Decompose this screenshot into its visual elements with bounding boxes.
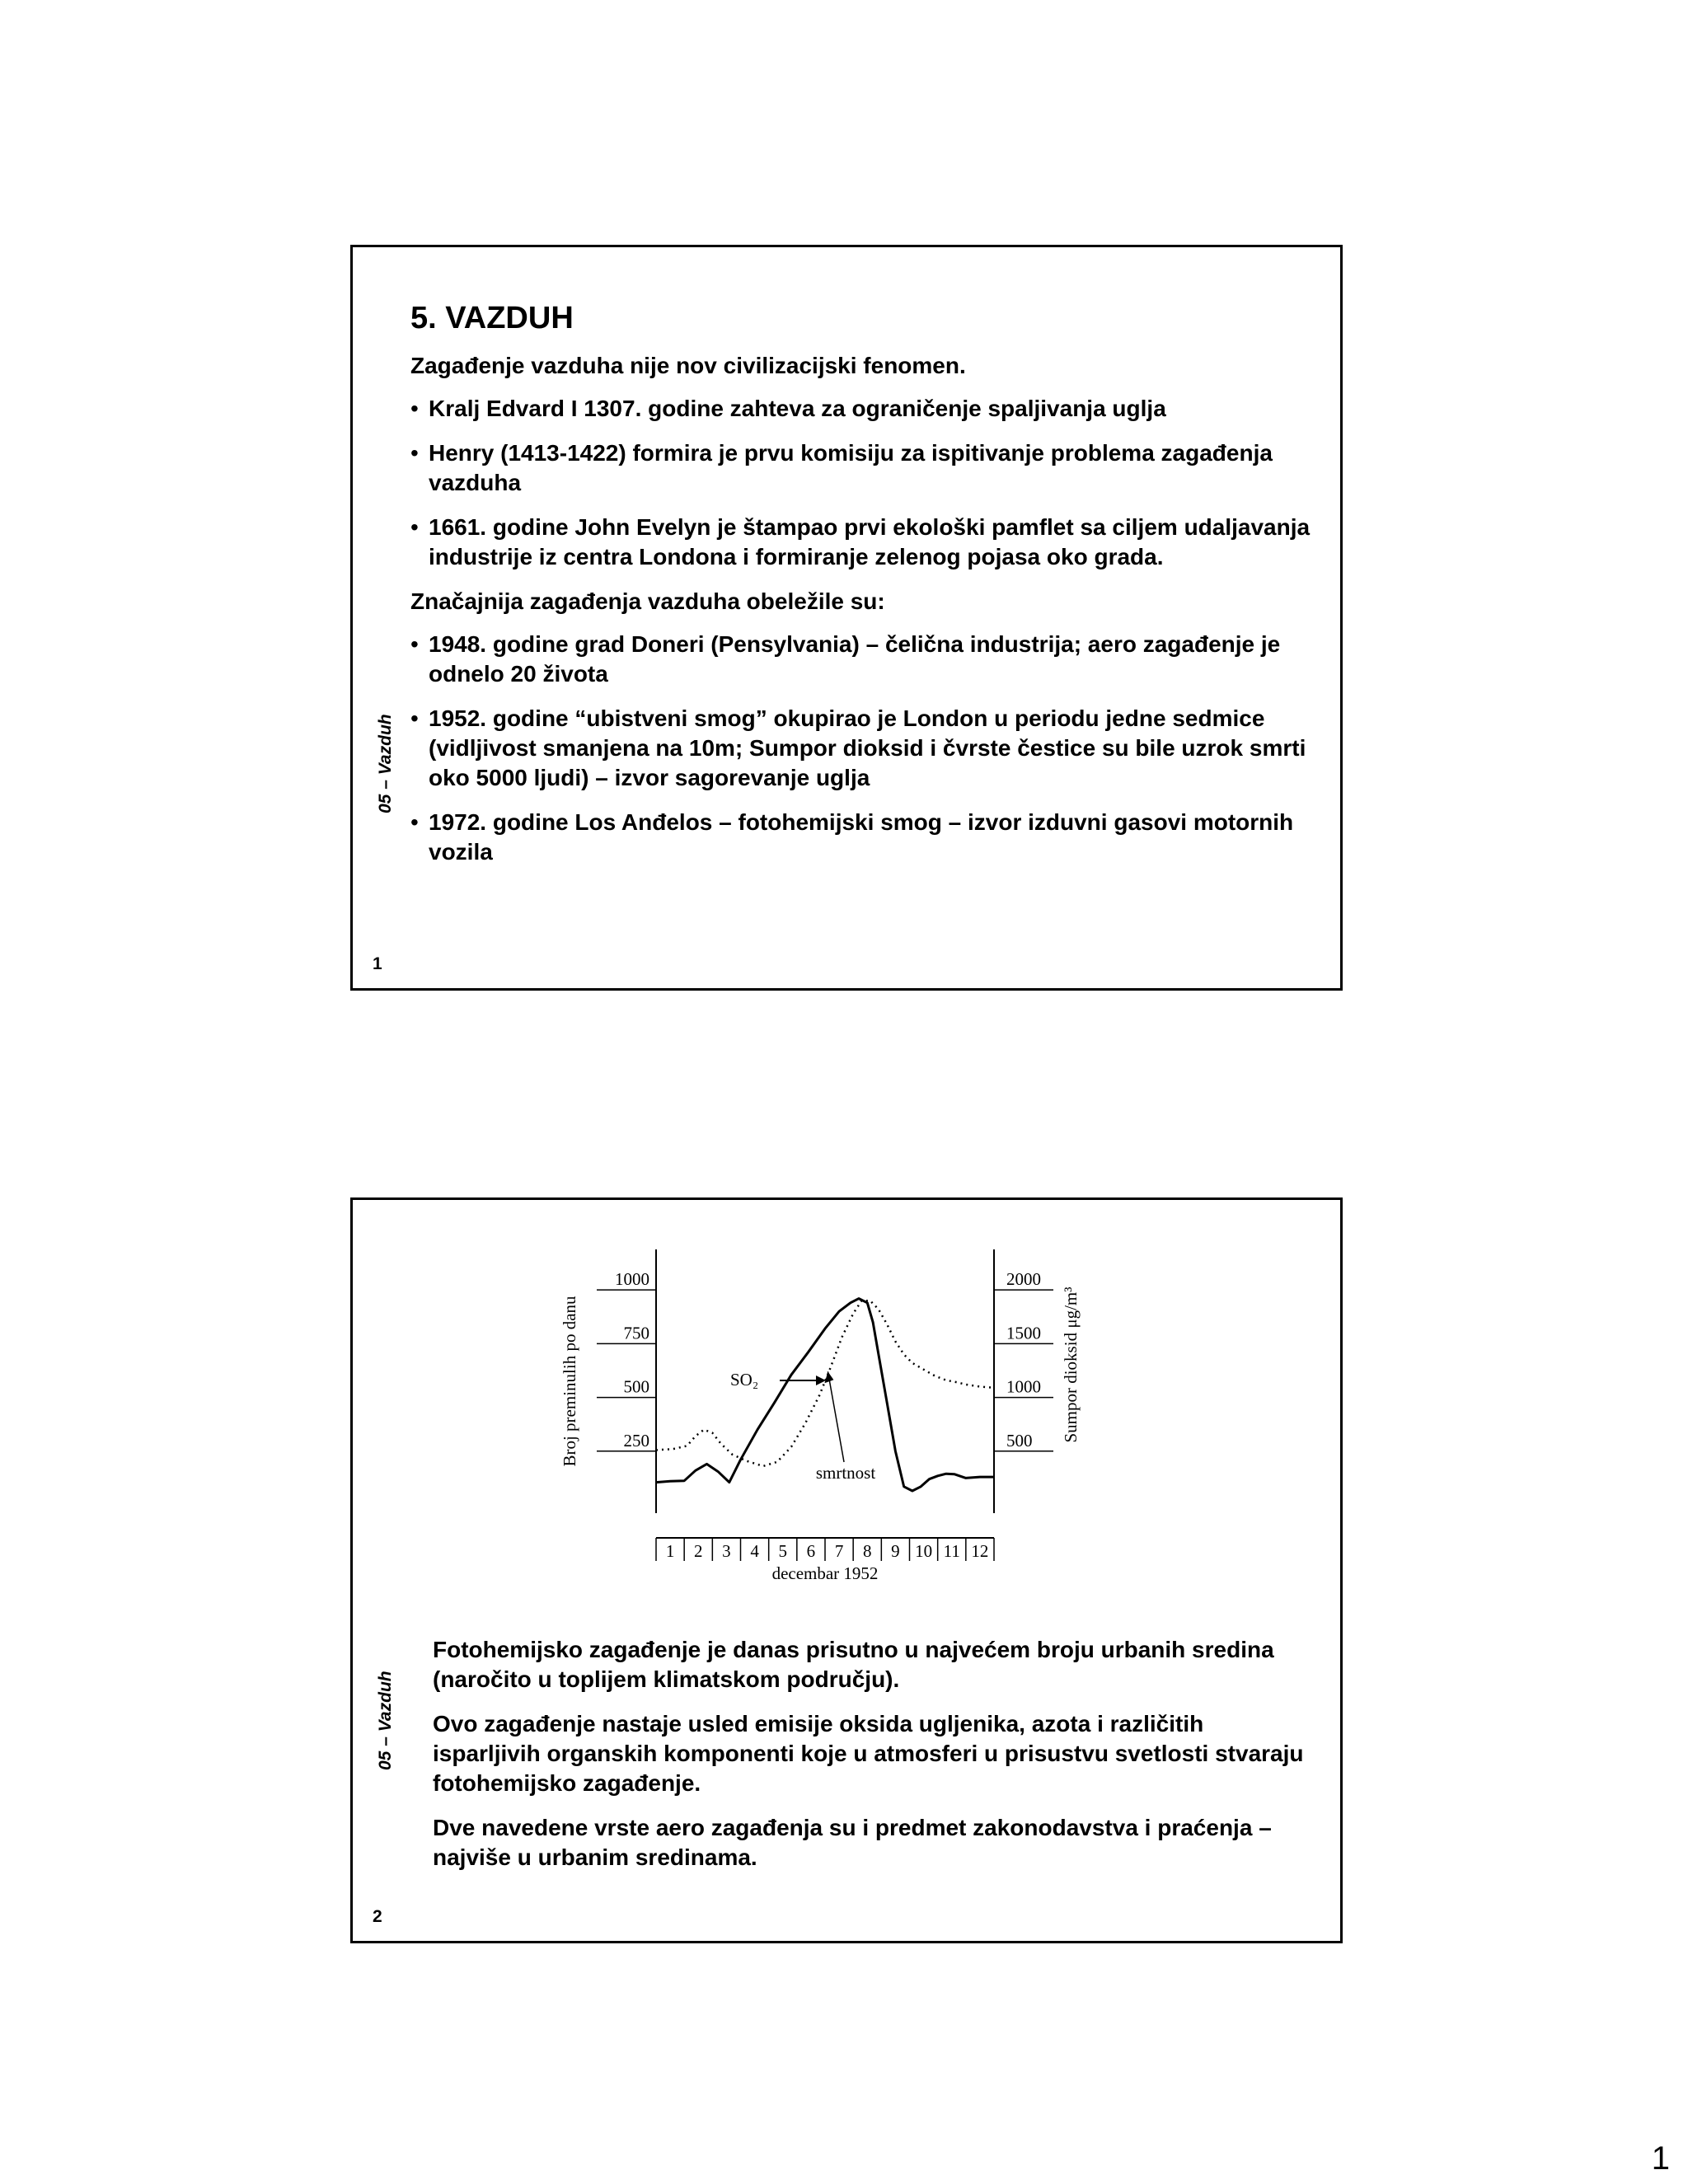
slide-number: 2	[373, 1907, 382, 1926]
slide-1-content	[410, 300, 1313, 882]
right-tick-label: 1500	[1006, 1323, 1041, 1343]
page-number: 1	[1651, 2140, 1670, 2177]
right-tick-label: 2000	[1006, 1269, 1041, 1290]
x-tick-label: 4	[750, 1541, 759, 1561]
bullet-item: • Henry (1413-1422) formira je prvu komisiju za ispitivanje problema zagađenja vazduha	[410, 438, 1313, 498]
paragraph: Fotohemijsko zagađenje je danas prisutno u najvećem broju urbanih sredina (naročito u toplijem klimatskom području).	[433, 1637, 1274, 1692]
slide-number: 1	[373, 954, 382, 973]
x-tick-label: 2	[694, 1541, 703, 1561]
right-axis-label: Sumpor dioksid μg/m³	[1061, 1286, 1081, 1443]
bullet-item: • 1952. godine “ubistveni smog” okupirao je London u periodu jedne sedmice (vidljivost smanjena na 10m; Sumpor dioksid i čvrste čestice su bile uzrok smrti oko 5000 ljudi) – izvor sagorevanje uglja	[410, 704, 1313, 793]
series-so2	[656, 1299, 994, 1491]
chart-lines	[656, 1299, 994, 1491]
x-tick-label: 6	[806, 1541, 816, 1561]
london-smog-chart	[532, 1249, 1126, 1612]
x-tick-label: 3	[722, 1541, 731, 1561]
x-axis-label: decembar 1952	[771, 1563, 879, 1583]
slide-2-text	[433, 1635, 1315, 1887]
left-tick-label: 750	[623, 1323, 649, 1343]
slide-side-label: 05 – Vazduh	[376, 714, 395, 813]
so2-arrow-head	[816, 1376, 826, 1385]
so2-annotation: SO₂	[730, 1370, 759, 1390]
left-tick-label: 250	[623, 1430, 649, 1451]
intro-paragraph: Zagađenje vazduha nije nov civilizacijski fenomen.	[410, 353, 966, 378]
events-bullets	[410, 630, 1313, 867]
slide-title: 5. VAZDUH	[410, 301, 574, 335]
slide-1	[350, 245, 1343, 991]
right-tick-label: 500	[1006, 1430, 1033, 1451]
slide-2	[350, 1197, 1343, 1943]
smrtnost-pointer-head	[824, 1371, 833, 1383]
left-tick-label: 1000	[615, 1269, 649, 1290]
smrtnost-annotation: smrtnost	[815, 1463, 876, 1483]
bullet-item: • Kralj Edvard I 1307. godine zahteva za ograničenje spaljivanja uglja	[410, 394, 1313, 424]
x-tick-label: 5	[778, 1541, 787, 1561]
series-smrtnost	[656, 1301, 994, 1466]
right-tick-label: 1000	[1006, 1376, 1041, 1397]
x-tick-label: 11	[943, 1541, 960, 1561]
smrtnost-pointer-line	[828, 1371, 844, 1462]
bullet-item: • 1972. godine Los Anđelos – fotohemijski smog – izvor izduvni gasovi motornih vozila	[410, 808, 1313, 867]
x-tick-label: 9	[891, 1541, 900, 1561]
x-tick-label: 7	[834, 1541, 844, 1561]
chart-labels	[560, 1269, 1081, 1583]
paragraph: Dve navedene vrste aero zagađenja su i predmet zakonodavstva i praćenja – najviše u urbanim sredinama.	[433, 1815, 1272, 1870]
slide-side-label: 05 – Vazduh	[376, 1671, 395, 1770]
subheading: Značajnija zagađenja vazduha obeležile su:	[410, 588, 885, 614]
x-tick-label: 12	[971, 1541, 989, 1561]
bullet-item: • 1948. godine grad Doneri (Pensylvania) – čelična industrija; aero zagađenje je odnelo 20 života	[410, 630, 1313, 689]
chart-axes	[597, 1249, 1053, 1561]
x-tick-label: 8	[863, 1541, 872, 1561]
history-bullets	[410, 394, 1313, 572]
bullet-item: • 1661. godine John Evelyn je štampao prvi ekološki pamflet sa ciljem udaljavanja industrije iz centra Londona i formiranje zelenog pojasa oko grada.	[410, 513, 1313, 572]
x-tick-label: 1	[665, 1541, 675, 1561]
left-tick-label: 500	[623, 1376, 649, 1397]
x-tick-label: 10	[915, 1541, 933, 1561]
paragraph: Ovo zagađenje nastaje usled emisije oksida ugljenika, azota i različitih isparljivih organskih komponenti koje u atmosferi u prisustvu svetlosti stvaraju fotohemijsko zagađenje.	[433, 1711, 1304, 1796]
left-axis-label: Broj preminulih po danu	[560, 1296, 579, 1467]
